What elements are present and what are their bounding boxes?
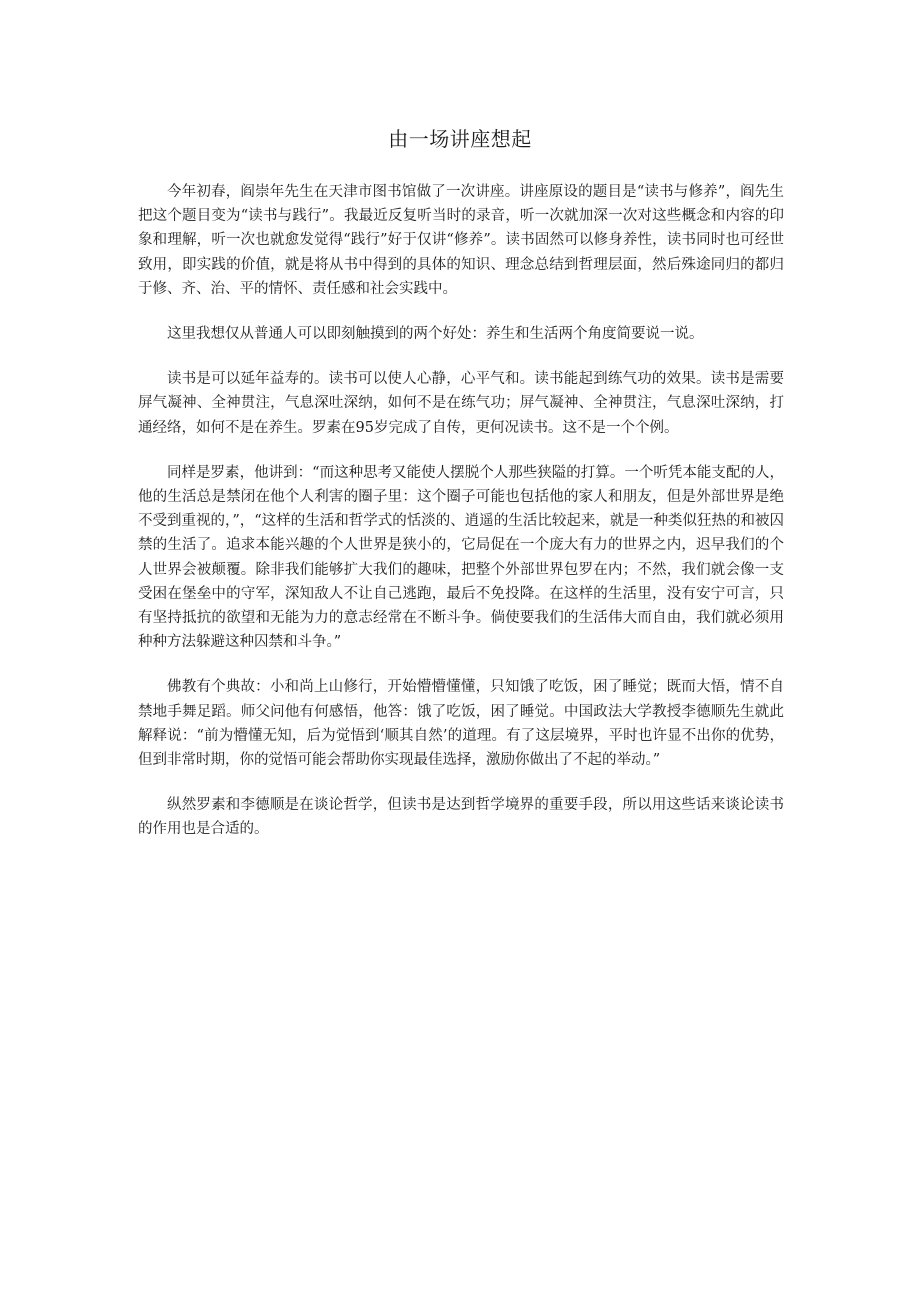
paragraph-lecture-intro: 今年初春，阎崇年先生在天津市图书馆做了一次讲座。讲座原设的题目是“读书与修养”，阎先生把这个题目变为“读书与践行”。我最近反复听当时的录音，听一次就加深一次对这些概念和内容的印象和理解，听一次也就愈发觉得“践行”好于仅讲“修养”。读书固然可以修身养性，读书同时也可经世致用，即实践的价值，就是将从书中得到的具体的知识、理念总结到哲理层面，然后殊途同归的都归于修、齐、治、平的情怀、责任感和社会实践中。 xyxy=(138,184,784,297)
document-title: 由一场讲座想起 xyxy=(388,127,532,151)
paragraph-buddhist-story: 佛教有个典故：小和尚上山修行，开始懵懵懂懂，只知饿了吃饭，困了睡觉；既而大悟，情不自禁地手舞足蹈。师父问他有何感悟，他答：饿了吃饭，困了睡觉。中国政法大学教授李德顺先生就此解释说：“前为懵懂无知，后为觉悟到‘顺其自然’的道理。有了这层境界，平时也许显不出你的优势，但到非常时期，你的觉悟可能会帮助你实现最佳选择，激励你做出了不起的举动。” xyxy=(138,679,784,769)
paragraph-two-benefits: 这里我想仅从普通人可以即刻触摸到的两个好处：养生和生活两个角度简要说一说。 xyxy=(167,326,704,343)
paragraph-longevity: 读书是可以延年益寿的。读书可以使人心静，心平气和。读书能起到练气功的效果。读书是需要屏气凝神、全神贯注，气息深吐深纳，如何不是在练气功；屏气凝神、全神贯注，气息深吐深纳，打通经络，如何不是在养生。罗素在95岁完成了自传，更何况读书。这不是一个个例。 xyxy=(138,371,784,436)
document-body xyxy=(138,180,784,863)
paragraph-conclusion: 纵然罗素和李德顺是在谈论哲学，但读书是达到哲学境界的重要手段，所以用这些话来谈论读书的作用也是合适的。 xyxy=(138,797,784,838)
paragraph-russell-quote: 同样是罗素，他讲到：“而这种思考又能使人摆脱个人那些狭隘的打算。一个听凭本能支配的人，他的生活总是禁闭在他个人利害的圈子里：这个圈子可能也包括他的家人和朋友，但是外部世界是绝不受到重视的，”，“这样的生活和哲学式的恬淡的、逍遥的生活比较起来，就是一种类似狂热的和被囚禁的生活了。追求本能兴趣的个人世界是狭小的，它局促在一个庞大有力的世界之内，迟早我们的个人世界会被颠覆。除非我们能够扩大我们的趣味，把整个外部世界包罗在内；不然，我们就会像一支受困在堡垒中的守军，深知敌人不让自己逃跑，最后不免投降。在这样的生活里，没有安宁可言，只有坚持抵抗的欲望和无能为力的意志经常在不断斗争。倘使要我们的生活伟大而自由，我们就必须用种种方法躲避这种囚禁和斗争。” xyxy=(138,464,784,651)
